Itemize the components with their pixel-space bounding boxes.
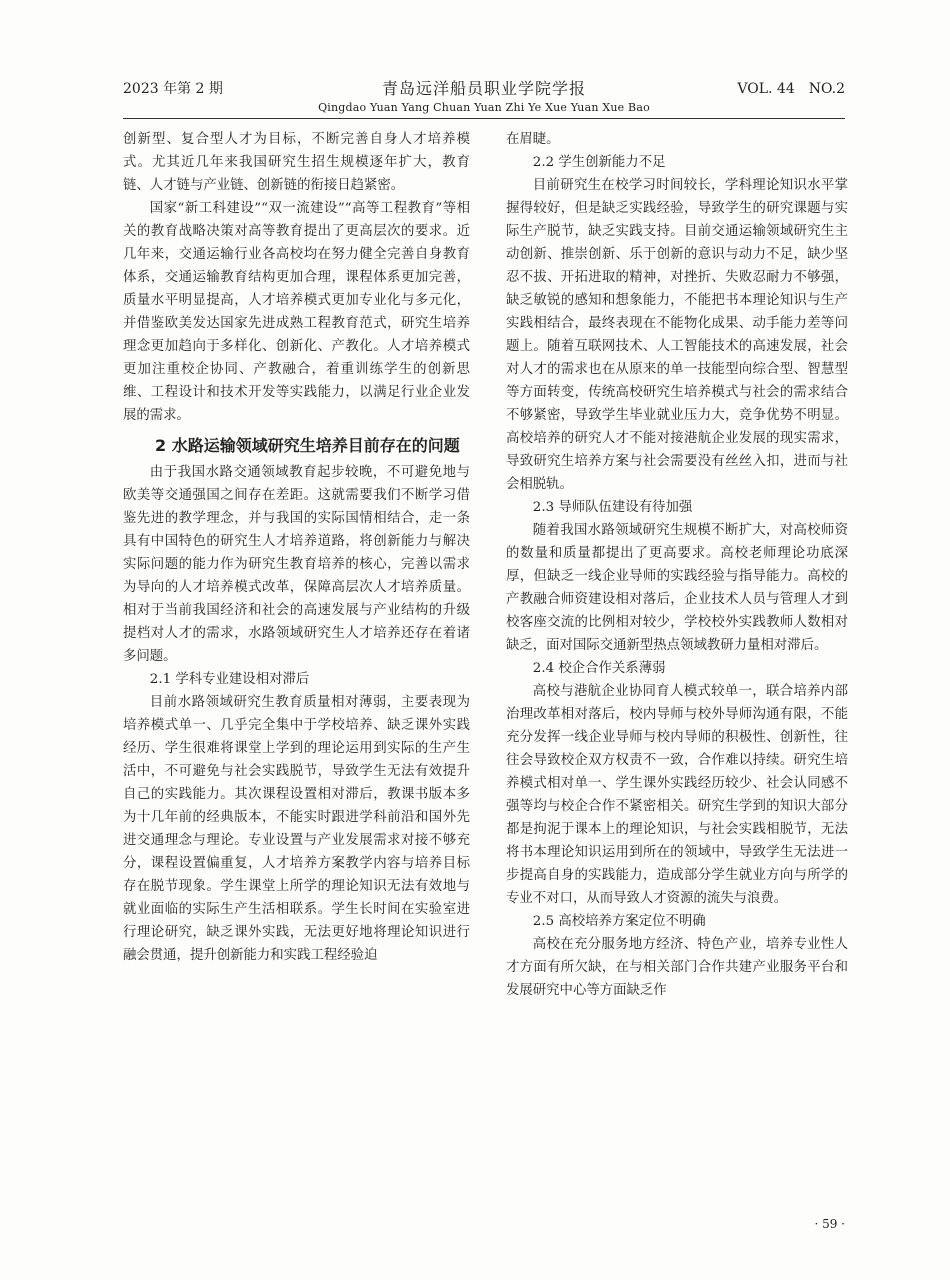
- paragraph: 高校在充分服务地方经济、特色产业，培养专业性人才方面有所欠缺，在与相关部门合作共建产业服务平台和发展研究中心等方面缺乏作: [506, 937, 848, 998]
- subsection-heading: 2.4 校企合作关系薄弱: [532, 661, 666, 676]
- paragraph: 高校与港航企业协同育人模式较单一，联合培养内部治理改革相对落后，校内导师与校外导师沟通有限，不能充分发挥一线企业导师与校内导师的积极性、创新性，往往会导致校企双方权责不一致，合作难以持续。研究生培养模式相对单一、学生课外实践经历较少、社会认同感不强等均与校企合作不紧密相关。研究生学到的知识大部分都是拘泥于课本上的理论知识，与社会实践相脱节，无法将书本理论知识运用到所在的领域中，导致学生无法进一步提高自身的实践能力，造成部分学生就业方向与所学的专业不对口，从而导致人才资源的流失与浪费。: [506, 684, 848, 906]
- paragraph: 由于我国水路交通领域教育起步较晚，不可避免地与欧美等交通强国之间存在差距。这就需要我们不断学习借鉴先进的教学理念，并与我国的实际国情相结合，走一条具有中国特色的研究生人才培养道路，将创新能力与解决实际问题的能力作为研究生教育培养的核心，完善以需求为导向的人才培养模式改革，保障高层次人才培养质量。相对于当前我国经济和社会的高速发展与产业结构的升级提档对人才的需求，水路领域研究生人才培养还存在着诸多问题。: [123, 465, 470, 664]
- paragraph: 目前研究生在校学习时间较长，学科理论知识水平掌握得较好，但是缺乏实践经验，导致学生的研究课题与实际生产脱节，缺乏实践支持。目前交通运输领域研究生主动创新、推崇创新、乐于创新的意识与动力不足，缺少坚忍不拔、开拓进取的精神，对挫折、失败忍耐力不够强，缺乏敏锐的感知和想象能力，不能把书本理论知识与生产实践相结合，最终表现在不能物化成果、动手能力差等问题上。随着互联网技术、人工智能技术的高速发展，社会对人才的需求也在从原来的单一技能型向综合型、智慧型等方面转变，传统高校研究生培养模式与社会的需求结合不够紧密，导致学生毕业就业压力大，竞争优势不明显。高校培养的研究人才不能对接港航企业发展的现实需求，导致研究生培养方案与社会需要没有丝丝入扣，进而与社会相脱轨。: [506, 178, 848, 492]
- paragraph: 在眉睫。: [506, 132, 560, 147]
- volume-label: VOL. 44 NO.2: [737, 81, 845, 97]
- paragraph: 创新型、复合型人才为目标，不断完善自身人才培养模式。尤其近几年来我国研究生招生规模逐年扩大，教育链、人才链与产业链、创新链的衔接日趋紧密。: [123, 132, 470, 193]
- subsection-heading: 2.1 学科专业建设相对滞后: [149, 672, 310, 687]
- subsection-heading: 2.2 学生创新能力不足: [532, 155, 666, 170]
- paragraph: 国家“新工科建设”“双一流建设”“高等工程教育”等相关的教育战略决策对高等教育提出了更高层次的要求。近几年来，交通运输行业各高校均在努力健全完善自身教育体系，交通运输教育结构更加合理，课程体系更加完善，质量水平明显提高，人才培养模式更加专业化与多元化，并借鉴欧美发达国家先进成熟工程教育范式，研究生培养理念更加趋向于多样化、创新化、产教化。人才培养模式更加注重校企协同、产教融合，着重训练学生的创新思维、工程设计和技术开发等实践能力，以满足行业企业发展的需求。: [123, 201, 470, 423]
- journal-title: 青岛远洋船员职业学院学报: [381, 79, 586, 98]
- section-heading: 2 水路运输领域研究生培养目前存在的问题: [155, 436, 460, 455]
- page-number: · 59 ·: [814, 1217, 845, 1231]
- paragraph: 随着我国水路领域研究生规模不断扩大，对高校师资的数量和质量都提出了更高要求。高校老师理论功底深厚，但缺乏一线企业导师的实践经验与指导能力。高校的产教融合师资建设相对落后，企业技术人员与管理人才到校客座交流的比例相对较少，学校校外实践教师人数相对缺乏，面对国际交通新型热点领域教研力量相对滞后。: [506, 523, 848, 653]
- subsection-heading: 2.3 导师队伍建设有待加强: [532, 500, 693, 515]
- journal-pinyin: Qingdao Yuan Yang Chuan Yuan Zhi Ye Xue Yuan Xue Bao: [318, 101, 650, 114]
- header-rule: [123, 118, 845, 119]
- right-column: [506, 128, 848, 1002]
- left-column: [123, 128, 470, 967]
- issue-label: 2023 年第 2 期: [123, 81, 223, 97]
- paragraph: 目前水路领域研究生教育质量相对薄弱，主要表现为培养模式单一、几乎完全集中于学校培养、缺乏课外实践经历、学生很难将课堂上学到的理论运用到实际的生产生活中，不可避免与社会实践脱节，导致学生无法有效提升自己的实践能力。其次课程设置相对滞后，教课书版本多为十几年前的经典版本，不能实时跟进学科前沿和国外先进交通理念与理论。专业设置与产业发展需求对接不够充分，课程设置偏重复，人才培养方案教学内容与培养目标存在脱节现象。学生课堂上所学的理论知识无法有效地与就业面临的实际生产生活相联系。学生长时间在实验室进行理论研究，缺乏课外实践，无法更好地将理论知识进行融会贯通，提升创新能力和实践工程经验迫: [123, 695, 470, 963]
- subsection-heading: 2.5 高校培养方案定位不明确: [532, 914, 706, 929]
- page-header: [123, 76, 845, 116]
